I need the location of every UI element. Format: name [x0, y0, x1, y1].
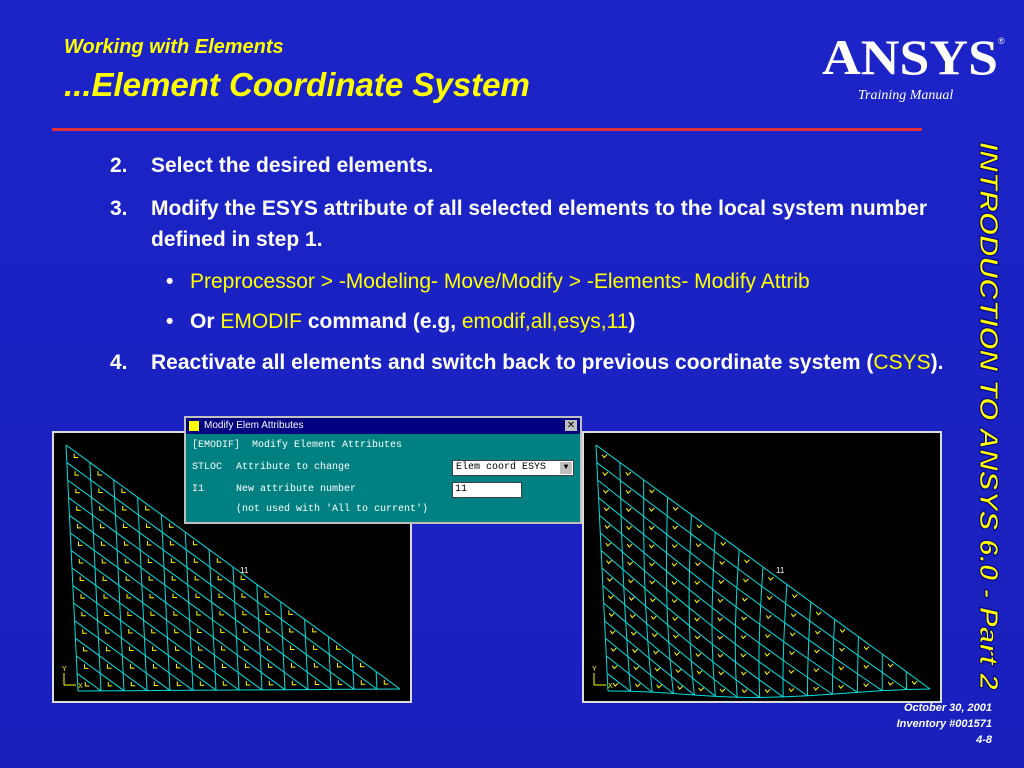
bullet-command: [110, 307, 950, 337]
modify-attributes-dialog: [184, 416, 582, 524]
bullet-middle: command (e.g,: [302, 310, 462, 333]
footer-date: October 30, 2001: [903, 702, 992, 714]
training-manual-label: Training Manual: [858, 88, 954, 103]
i1-label: New attribute number: [236, 484, 357, 495]
step-4: [110, 347, 950, 378]
command-example: emodif,all,esys,11: [461, 310, 629, 333]
menu-path: Preprocessor > -Modeling- Move/Modify > -Elements- Modify Attrib: [190, 270, 810, 293]
mesh-after: [584, 433, 940, 701]
step-text: Reactivate all elements and switch back to previous coordinate system (: [151, 351, 874, 374]
i1-key: I1: [192, 484, 205, 495]
step-text: Select the desired elements.: [151, 154, 434, 177]
slide-title: ...Element Coordinate System: [64, 66, 530, 103]
node-label: 11: [240, 566, 249, 575]
bullet-dot: •: [166, 310, 174, 333]
dialog-titlebar[interactable]: [186, 418, 580, 434]
title-divider: [52, 128, 922, 131]
dialog-title: Modify Elem Attributes: [204, 420, 304, 431]
step-number: 4.: [110, 351, 128, 374]
chevron-down-icon[interactable]: ▼: [560, 462, 572, 474]
instruction-list: [110, 150, 950, 390]
csys-command: CSYS: [873, 351, 931, 374]
side-banner-text: INTRODUCTION TO ANSYS 6.0 - Part 2: [974, 142, 1004, 619]
step-number: 2.: [110, 154, 128, 177]
stloc-key: STLOC: [192, 462, 223, 473]
bullet-prefix: Or: [190, 310, 221, 333]
bullet-dot: •: [166, 270, 174, 293]
viewport-after: [582, 431, 942, 703]
bullet-suffix: ): [628, 310, 636, 333]
axis-y-label: Y: [62, 666, 67, 673]
slide-subtitle: Working with Elements: [64, 36, 284, 58]
step-text-end: ).: [930, 351, 944, 374]
attribute-number-input[interactable]: 11: [452, 482, 522, 498]
footer: [897, 700, 992, 748]
step-2: [110, 150, 950, 181]
attribute-select-value: Elem coord ESYS: [456, 462, 547, 473]
footer-inventory: Inventory #001571: [896, 718, 992, 730]
axis-y-label: Y: [592, 666, 597, 673]
attribute-select[interactable]: [452, 460, 574, 476]
axis-x-label: X: [78, 683, 83, 690]
bullet-menu-path: [110, 267, 950, 297]
close-icon[interactable]: ✕: [566, 420, 576, 431]
step-number: 3.: [110, 197, 128, 220]
node-label: 11: [776, 566, 785, 575]
ansys-logo: [822, 30, 1006, 82]
footer-page: 4-8: [976, 734, 992, 746]
step-3: [110, 193, 950, 255]
dialog-note: (not used with 'All to current'): [236, 504, 429, 515]
axis-x-label: X: [608, 683, 613, 690]
step-text: Modify the ESYS attribute of all selected elements to the local system number defined in step 1.: [151, 197, 928, 251]
svg-text:®: ®: [998, 36, 1005, 46]
stloc-label: Attribute to change: [236, 462, 351, 473]
app-icon: [189, 421, 199, 431]
ansys-logo-text: ANSYS: [822, 30, 998, 82]
side-banner: [958, 140, 1018, 700]
command-name: EMODIF: [220, 310, 303, 333]
dialog-header: [EMODIF] Modify Element Attributes: [192, 440, 403, 451]
